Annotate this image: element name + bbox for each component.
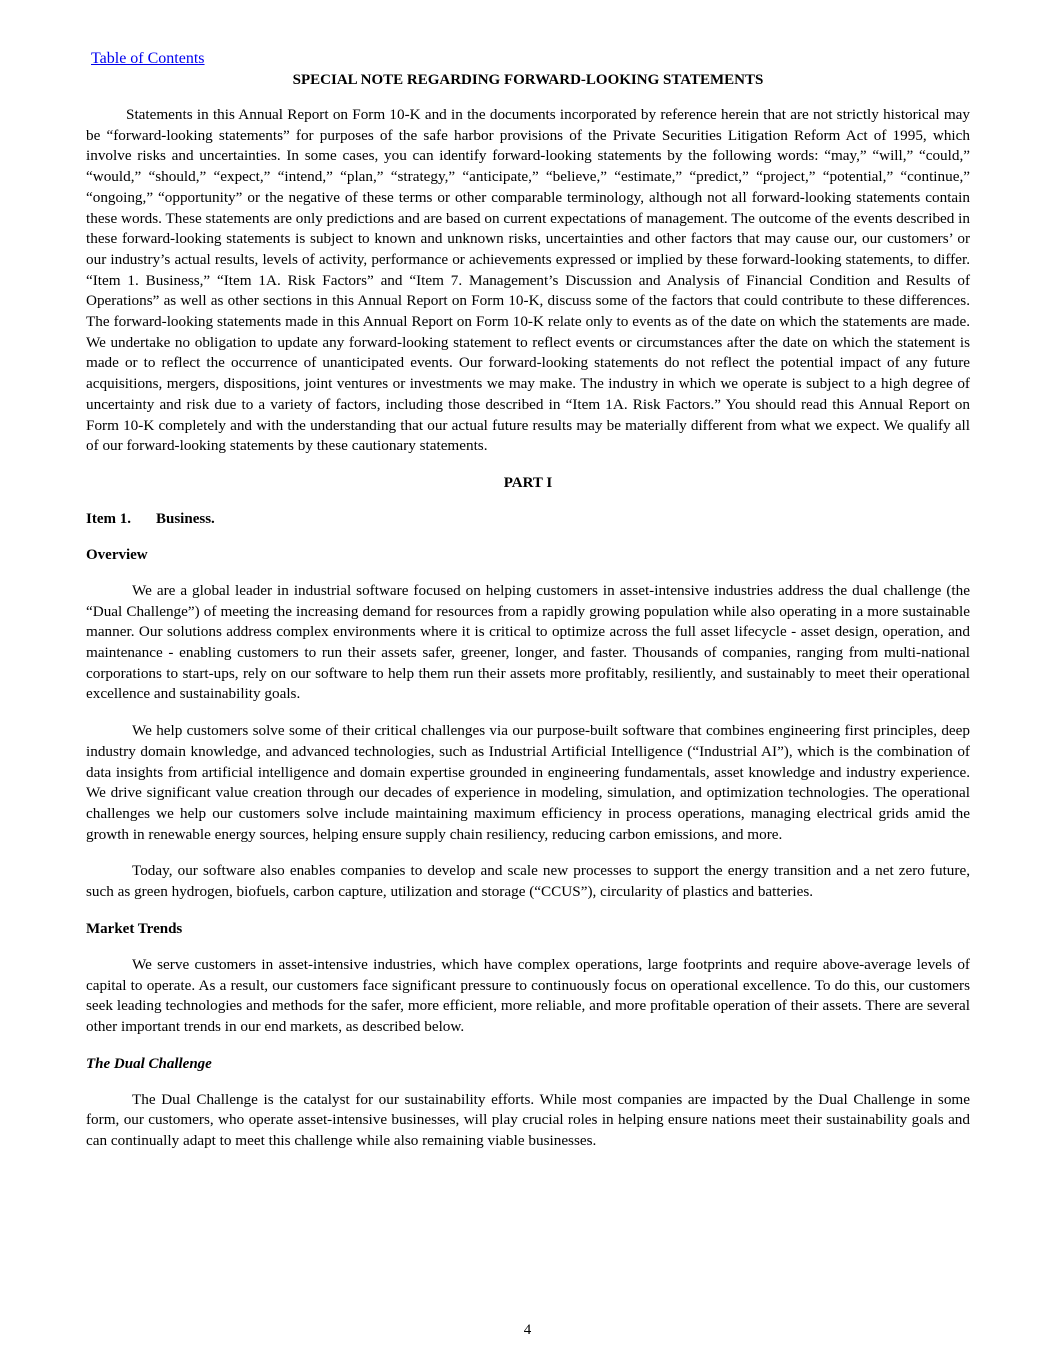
item-heading (86, 509, 970, 529)
market-trends-heading: Market Trends (86, 920, 183, 937)
special-note-title: SPECIAL NOTE REGARDING FORWARD-LOOKING STATEMENTS (292, 72, 764, 88)
overview-heading: Overview (86, 546, 148, 563)
item-number: Item 1. (86, 510, 131, 527)
dual-challenge-paragraph: The Dual Challenge is the catalyst for our sustainability efforts. While most companies are impacted by the Dual Challenge in some form, our customers, who operate asset-intensive businesses, will play crucial roles in helping ensure nations meet their sustainability goals and can continually adapt to meet this challenge while also remaining viable businesses. (86, 1090, 970, 1150)
special-note-body: Statements in this Annual Report on Form 10-K and in the documents incorporated by reference herein that are not strictly historical may be “forward-looking statements” for purposes of the safe harbor provisions of the Private Securities Litigation Reform Act of 1995, which involve risks and uncertainties. In some cases, you can identify forward-looking statements by the following words: “may,” “will,” “could,” “would,” “should,” “expect,” “intend,” “plan,” “strategy,” “anticipate,” “believe,” “estimate,” “predict,” “project,” “potential,” “continue,” “ongoing,” “opportunity” or the negative of these terms or other comparable terminology, although not all forward-looking statements contain these words. These statements are only predictions and are based on current expectations of management. The outcome of the events described in these forward-looking statements is subject to known and unknown risks, uncertainties and other factors that may cause our, our customers’ or our industry’s actual results, levels of activity, performance or achievements expressed or implied by these forward-looking statements, to differ. “Item 1. Business,” “Item 1A. Risk Factors” and “Item 7. Management’s Discussion and Analysis of Financial Condition and Results of Operations” as well as other sections in this Annual Report on Form 10-K, discuss some of the factors that could contribute to these differences. The forward-looking statements made in this Annual Report on Form 10-K relate only to events as of the date on which the statements are made. We undertake no obligation to update any forward-looking statement to reflect events or circumstances after the date on which the statement is made or to reflect the occurrence of unanticipated events. Our forward-looking statements do not reflect the potential impact of any future acquisitions, mergers, dispositions, joint ventures or investments we may make. The industry in which we operate is subject to a high degree of uncertainty and risk due to a variety of factors, including those described in “Item 1A. Risk Factors.” You should read this Annual Report on Form 10-K completely and with the understanding that our actual future results may be materially different from what we expect. We qualify all of our forward-looking statements by these cautionary statements. (86, 106, 970, 455)
overview-paragraph-3: Today, our software also enables companies to develop and scale new processes to support the energy transition and a net zero future, such as green hydrogen, biofuels, carbon capture, utilization and storage (“CCUS”), circularity of plastics and batteries. (86, 862, 970, 901)
overview-paragraph-2: We help customers solve some of their critical challenges via our purpose-built software that combines engineering first principles, deep industry domain knowledge, and advanced technologies, such as Industrial Artificial Intelligence (“Industrial AI”), which is the combination of data insights from artificial intelligence and domain expertise grounded in engineering fundamentals, asset knowledge and industry experience. We drive significant value creation through our decades of experience in modeling, simulation, and optimization technologies. The operational challenges we help our customers solve include maintaining maximum efficiency in process operations, managing electrical grids amid the growth in renewable energy sources, helping ensure supply chain resiliency, reducing carbon emissions, and more. (86, 722, 970, 843)
part-heading: PART I (503, 474, 553, 491)
table-of-contents-link[interactable]: Table of Contents (91, 50, 205, 67)
overview-paragraph-1: We are a global leader in industrial software focused on helping customers in asset-intensive industries address the dual challenge (the “Dual Challenge”) of meeting the increasing demand for resources from a rapidly growing population while also operating in a more sustainable manner. Our solutions address complex environments where it is critical to optimize across the full asset lifecycle - asset design, operation, and maintenance - enabling customers to run their assets safer, greener, longer, and faster. Thousands of companies, ranging from multi-national corporations to start-ups, rely on our software to help them run their assets more profitably, resiliently, and sustainably to meet their operational excellence and sustainability goals. (86, 581, 970, 703)
item-title: Business. (156, 510, 215, 527)
market-trends-paragraph: We serve customers in asset-intensive industries, which have complex operations, large footprints and require above-average levels of capital to operate. As a result, our customers face significant pressure to continuously focus on operational excellence. To do this, our customers seek leading technologies and methods for the safer, more efficient, more reliable, and more profitable operation of their assets. There are several other important trends in our end markets, as described below. (86, 955, 970, 1035)
dual-challenge-heading: The Dual Challenge (86, 1055, 212, 1072)
document-page (86, 48, 970, 1152)
page-number: 4 (523, 1322, 532, 1338)
